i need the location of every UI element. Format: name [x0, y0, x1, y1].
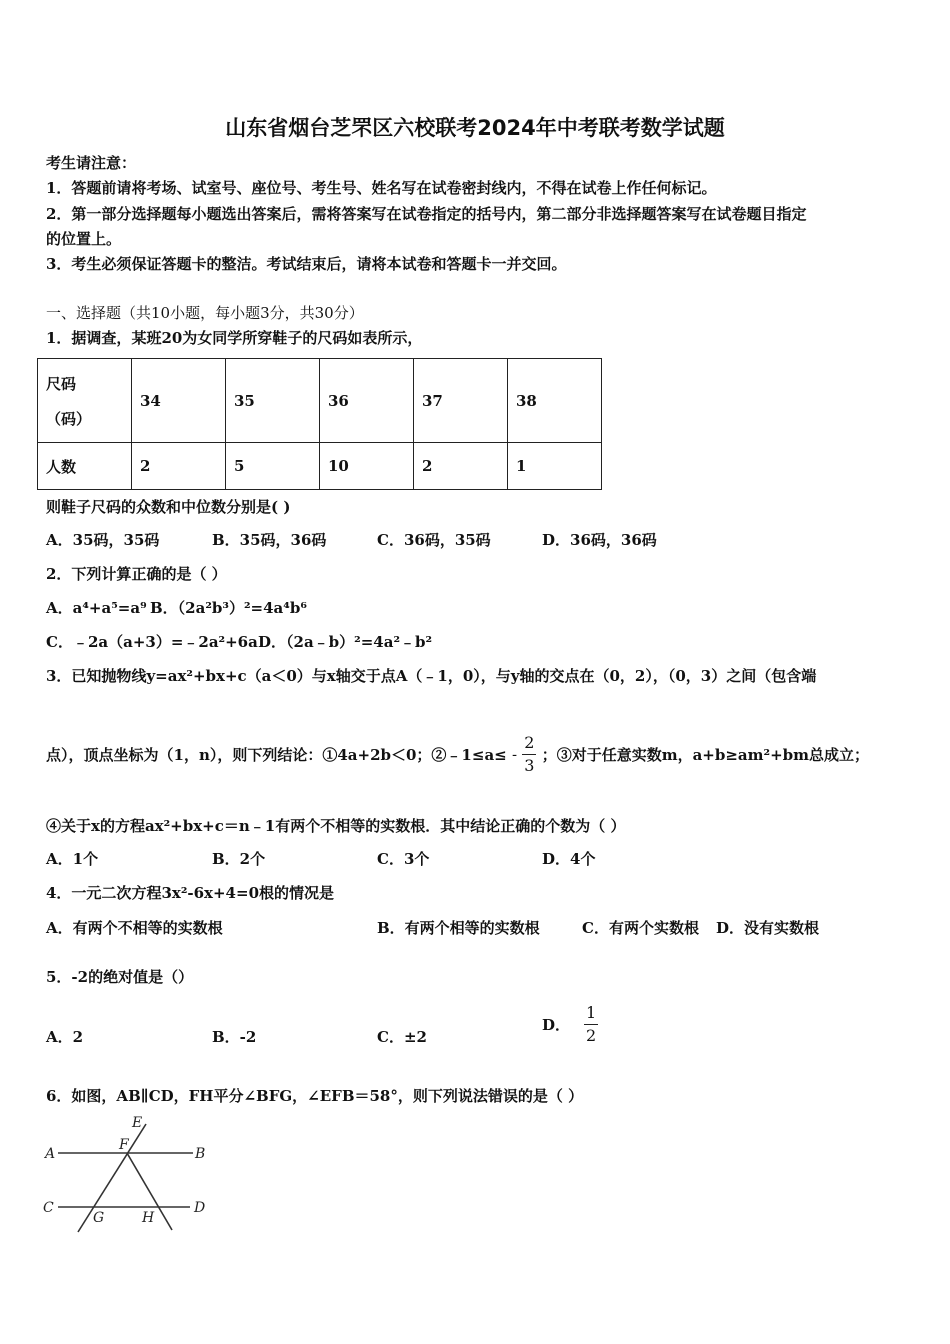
q4-option-c: C．有两个实数根: [582, 919, 699, 937]
table-header-cell: [38, 359, 132, 443]
table-row: [38, 443, 602, 490]
notice-item-3: 3．考生必须保证答题卡的整洁。考试结束后，请将本试卷和答题卡一并交回。: [46, 255, 567, 273]
notice-item-2: 2．第一部分选择题每小题选出答案后，需将答案写在试卷指定的括号内，第二部分非选择题答案写在试卷题目指定: [46, 205, 807, 223]
q2-option-a: A．a⁴+a⁵=a⁹: [46, 599, 147, 617]
size-label: 尺码: [46, 374, 77, 393]
notice-item-2-cont: 的位置上。: [46, 230, 122, 248]
q2-option-d: D．（2a﹣b）²=4a²﹣b²: [258, 633, 433, 651]
table-cell: 1: [508, 443, 602, 490]
notice-heading: 考生请注意：: [46, 154, 137, 172]
q4-stem: 4．一元二次方程3x²-6x+4=0根的情况是: [46, 884, 335, 902]
q3-option-a: A．1个: [46, 850, 99, 868]
q5-option-b: B．-2: [212, 1028, 257, 1046]
table-cell: 2: [414, 443, 508, 490]
q3-line-2-text: 点），顶点坐标为（1，n），则下列结论：①4a+2b＜0；②﹣1≤a≤: [46, 746, 507, 764]
table-cell: 37: [414, 359, 508, 443]
q3-line-2: [46, 735, 869, 774]
q5-fraction-denominator: 2: [586, 1025, 597, 1045]
table-cell: 36: [320, 359, 414, 443]
label-d: D: [194, 1200, 206, 1216]
q2-stem: 2．下列计算正确的是（ ）: [46, 565, 227, 583]
size-unit-label: （码）: [46, 409, 92, 428]
q3-option-d: D．4个: [542, 850, 596, 868]
table-row: [38, 359, 602, 443]
label-a: A: [45, 1146, 56, 1162]
q3-option-b: B．2个: [212, 850, 266, 868]
q4-option-b: B．有两个相等的实数根: [377, 919, 540, 937]
q4-option-d: D．没有实数根: [716, 919, 820, 937]
page-title: 山东省烟台芝罘区六校联考2024年中考联考数学试题: [225, 116, 725, 140]
table-cell: 10: [320, 443, 414, 490]
q5-fraction-numerator: 1: [584, 1005, 598, 1025]
q3-fraction-denominator: 3: [524, 756, 535, 775]
section-heading: 一、选择题（共10小题，每小题3分，共30分）: [46, 304, 364, 322]
q5-option-c: C．±2: [377, 1028, 427, 1046]
q3-option-c: C．3个: [377, 850, 430, 868]
geometry-figure: [40, 1112, 220, 1238]
q5-stem: 5．-2的绝对值是（）: [46, 968, 194, 986]
table-cell: 35: [226, 359, 320, 443]
notice-item-1: 1．答题前请将考场、试室号、座位号、考生号、姓名写在试卷密封线内，不得在试卷上作任何标记。: [46, 179, 717, 197]
q3-fraction: [522, 735, 536, 774]
q6-stem: 6．如图，AB∥CD，FH平分∠BFG，∠EFB＝58°，则下列说法错误的是（ ）: [46, 1087, 584, 1105]
q2-option-b: B．（2a²b³）²=4a⁴b⁶: [150, 599, 307, 617]
shoe-size-table: [37, 358, 602, 490]
q1-option-d: D．36码，36码: [542, 531, 657, 549]
table-cell: 34: [132, 359, 226, 443]
table-cell: 2: [132, 443, 226, 490]
q1-option-a: A．35码，35码: [46, 531, 160, 549]
q3-line-3: ④关于x的方程ax²+bx+c＝n﹣1有两个不相等的实数根．其中结论正确的个数为（ ）: [46, 817, 626, 835]
q5-option-d-label: D．: [542, 1015, 571, 1034]
label-e: E: [132, 1115, 143, 1131]
table-cell: 5: [226, 443, 320, 490]
q2-option-c: C．﹣2a（a+3）=﹣2a²+6a: [46, 633, 258, 651]
q3-line-1: 3．已知抛物线y=ax²+bx+c（a＜0）与x轴交于点A（﹣1，0），与y轴的交点在（0，2），（0，3）之间（包含端: [46, 667, 817, 685]
q1-stem: 1．据调查，某班20为女同学所穿鞋子的尺码如表所示，: [46, 329, 423, 347]
label-h: H: [142, 1210, 155, 1226]
q4-option-a: A．有两个不相等的实数根: [46, 919, 223, 937]
label-b: B: [195, 1146, 206, 1162]
label-f: F: [119, 1137, 129, 1153]
q1-option-b: B．35码，36码: [212, 531, 327, 549]
q3-minus-sign: -: [511, 745, 518, 764]
q5-option-d: [542, 1001, 598, 1047]
transversal-efg: [78, 1124, 146, 1232]
q5-fraction: [584, 1002, 598, 1045]
q1-question: 则鞋子尺码的众数和中位数分别是( ): [46, 498, 291, 516]
table-header-cell: 人数: [38, 443, 132, 490]
q3-fraction-numerator: 2: [522, 735, 536, 755]
label-c: C: [43, 1200, 54, 1216]
table-cell: 38: [508, 359, 602, 443]
q1-option-c: C．36码，35码: [377, 531, 491, 549]
label-g: G: [93, 1210, 105, 1226]
q5-option-a: A．2: [46, 1028, 84, 1046]
q3-line-2-tail: ；③对于任意实数m，a+b≥am²+bm总成立；: [541, 746, 870, 764]
